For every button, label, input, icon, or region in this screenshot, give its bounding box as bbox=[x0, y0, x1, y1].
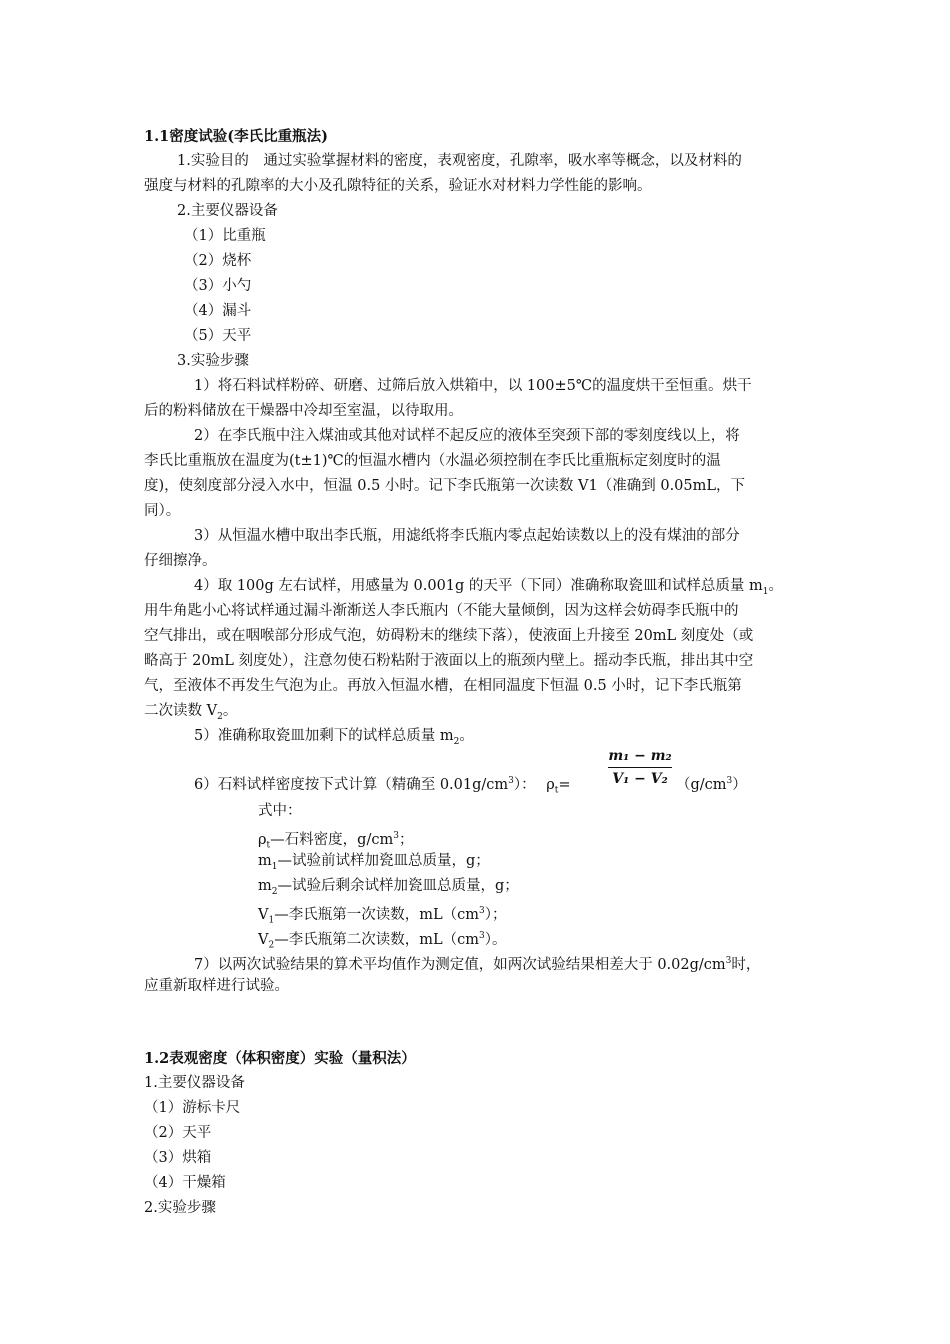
step7-line-1: 7）以两次试验结果的算术平均值作为测定值，如两次试验结果相差大于 $0.02g/cm^3$时， bbox=[194, 956, 761, 973]
step3-line-2: 仔细擦净。 bbox=[144, 553, 217, 569]
step4-line-6: 二次读数 $V_2$。 bbox=[144, 703, 238, 722]
definition-v1: $V_1—$李氏瓶第一次读数，$mL(cm^3)$； bbox=[258, 906, 507, 926]
step6-line: 6）石料试样密度按下式计算（精确至 $0.01g/cm^3$）： $\rho_t=$ bbox=[194, 776, 571, 796]
equipment-item-2: （1）游标卡尺 bbox=[144, 1100, 241, 1116]
step4-line-1: 4）取 100g 左右试样，用感量为 0.001g 的天平（下同）准确称取瓷皿和试样总质量 $m_1$。 bbox=[194, 578, 784, 597]
equipment-item-2: （3）烘箱 bbox=[144, 1150, 212, 1166]
step4-line-5: 气，至液体不再发生气泡为止。再放入恒温水槽，在相同温度下恒温 0.5 小时，记下李氏瓶第 bbox=[144, 678, 742, 694]
step4-line-4: 略高于 20mL 刻度处），注意勿使石粉粘附于液面以上的瓶颈内壁上。摇动李氏瓶，排出其中空 bbox=[144, 653, 754, 669]
equipment-item: （2）烧杯 bbox=[184, 253, 252, 269]
step7-line-2: 应重新取样进行试验。 bbox=[144, 978, 289, 994]
definition-rho: $\rho_t—$石料密度，$g/cm^3$； bbox=[258, 831, 414, 851]
purpose-line-2: 强度与材料的孔隙率的大小及孔隙特征的关系，验证水对材料力学性能的影响。 bbox=[144, 178, 652, 194]
step3-line-1: 3）从恒温水槽中取出李氏瓶，用滤纸将李氏瓶内零点起始读数以上的没有煤油的部分 bbox=[194, 528, 740, 544]
step2-line-1: 2）在李氏瓶中注入煤油或其他对试样不起反应的液体至突颈下部的零刻度线以上，将 bbox=[194, 428, 740, 444]
step1-line-1: 1）将石料试样粉碎、研磨、过筛后放入烘箱中，以 100±5℃的温度烘干至恒重。烘干 bbox=[194, 378, 752, 394]
equipment-item: （3）小勺 bbox=[184, 278, 252, 294]
step5-line: 5）准确称取瓷皿加剩下的试样总质量 $m_2$。 bbox=[194, 728, 474, 747]
equipment-item-2: （2）天平 bbox=[144, 1125, 212, 1141]
step2-line-3: 度)，使刻度部分浸入水中，恒温 0.5 小时。记下李氏瓶第一次读数 V1（准确到 0.05mL，下 bbox=[144, 478, 746, 494]
equipment-item: （5）天平 bbox=[184, 328, 252, 344]
step2-line-2: 李氏比重瓶放在温度为(t±1)℃的恒温水槽内（水温必须控制在李氏比重瓶标定刻度时的温 bbox=[144, 453, 721, 469]
density-formula bbox=[608, 746, 672, 789]
where-label: 式中： bbox=[258, 803, 302, 819]
formula-denominator: V₁ − V₂ bbox=[612, 771, 668, 787]
purpose-line-1: 1.实验目的 通过实验掌握材料的密度，表观密度，孔隙率，吸水率等概念，以及材料的 bbox=[177, 153, 742, 169]
equipment-heading-2: 1.主要仪器设备 bbox=[144, 1075, 245, 1091]
step2-line-4: 同）。 bbox=[144, 503, 181, 519]
step4-line-3: 空气排出，或在咽喉部分形成气泡，妨碍粉末的继续下落），使液面上升接至 20mL 刻度处（或 bbox=[144, 628, 754, 644]
equipment-item-2: （4）干燥箱 bbox=[144, 1175, 226, 1191]
fraction-bar bbox=[608, 767, 672, 768]
steps-heading-2: 2.实验步骤 bbox=[144, 1200, 216, 1216]
equipment-item: （1）比重瓶 bbox=[184, 228, 266, 244]
section-title-density: 1.1密度试验(李氏比重瓶法) bbox=[144, 128, 328, 145]
definition-m2: $m_2—$试验后剩余试样加瓷皿总质量，g； bbox=[258, 878, 519, 897]
steps-heading: 3.实验步骤 bbox=[177, 353, 249, 369]
formula-numerator: m₁ − m₂ bbox=[608, 748, 672, 764]
equipment-item: （4）漏斗 bbox=[184, 303, 252, 319]
formula-unit: $(g/cm^3)$ bbox=[676, 776, 747, 793]
definition-v2: $V_2—$李氏瓶第二次读数，$mL(cm^3)$。 bbox=[258, 931, 507, 951]
step4-line-2: 用牛角匙小心将试样通过漏斗渐渐送人李氏瓶内（不能大量倾倒，因为这样会妨碍李氏瓶中的 bbox=[144, 603, 739, 619]
step1-line-2: 后的粉料储放在干燥器中冷却至室温，以待取用。 bbox=[144, 403, 463, 419]
equipment-heading: 2.主要仪器设备 bbox=[177, 203, 278, 219]
section-title-apparent-density: 1.2表观密度（体积密度）实验（量积法） bbox=[144, 1050, 416, 1067]
definition-m1: $m_1—$试验前试样加瓷皿总质量，g； bbox=[258, 853, 490, 872]
